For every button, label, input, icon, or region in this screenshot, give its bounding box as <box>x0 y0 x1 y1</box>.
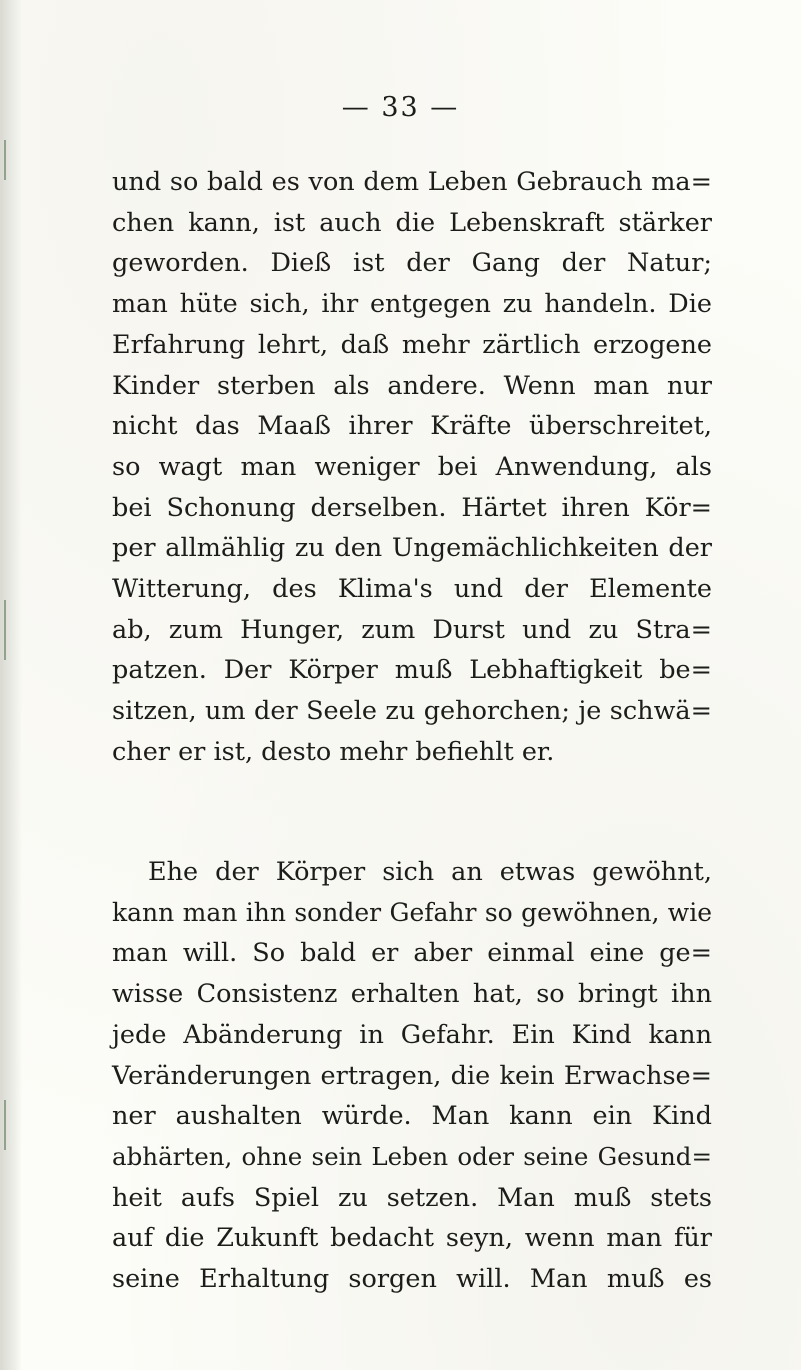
text-line: auf die Zukunft bedacht seyn, wenn man für <box>112 1223 712 1254</box>
gutter-mark <box>4 140 6 180</box>
text-line: Witterung, des Klima's und der Elemente <box>112 574 712 605</box>
text-line: Ehe der Körper sich an etwas gewöhnt, <box>148 857 712 887</box>
text-line: so wagt man weniger bei Anwendung, als <box>112 451 712 482</box>
text-line: seine Erhaltung sorgen will. Man muß es <box>112 1264 712 1295</box>
text-line: jede Abänderung in Gefahr. Ein Kind kann <box>112 1019 712 1050</box>
text-line: sitzen, um der Seele zu gehorchen; je schwä= <box>112 696 712 727</box>
text-line: ner aushalten würde. Man kann ein Kind <box>112 1101 712 1132</box>
text-line: Veränderungen ertragen, die kein Erwachse= <box>112 1060 712 1091</box>
text-line: cher er ist, desto mehr befiehlt er. <box>112 736 555 767</box>
text-line: per allmählig zu den Ungemächlichkeiten der <box>112 533 712 564</box>
text-line: ab, zum Hunger, zum Durst und zu Stra= <box>112 614 712 645</box>
text-line: geworden. Dieß ist der Gang der Natur; <box>112 248 712 279</box>
text-line: heit aufs Spiel zu setzen. Man muß stets <box>112 1182 712 1213</box>
text-line: patzen. Der Körper muß Lebhaftigkeit be= <box>112 655 712 686</box>
text-line: man will. So bald er aber einmal eine ge= <box>112 938 712 969</box>
text-line: Erfahrung lehrt, daß mehr zärtlich erzogene <box>112 329 712 360</box>
text-line: abhärten, ohne sein Leben oder seine Gesund= <box>112 1141 712 1171</box>
gutter-mark <box>4 600 6 660</box>
text-line: Kinder sterben als andere. Wenn man nur <box>112 370 712 401</box>
text-line: nicht das Maaß ihrer Kräfte überschreitet, <box>112 411 712 442</box>
paragraph-1 <box>112 162 712 773</box>
text-line: man hüte sich, ihr entgegen zu handeln. Die <box>112 289 712 320</box>
text-line: kann man ihn sonder Gefahr so gewöhnen, wie <box>112 897 712 927</box>
page-number-header: — 33 — <box>341 92 460 123</box>
text-line: wisse Consistenz erhalten hat, so bringt ihn <box>112 979 712 1010</box>
text-line: und so bald es von dem Leben Gebrauch ma= <box>112 167 712 197</box>
page-gutter <box>0 0 22 1370</box>
text-line: chen kann, ist auch die Lebenskraft stärker <box>112 207 712 238</box>
gutter-mark <box>4 1100 6 1150</box>
text-line: bei Schonung derselben. Härtet ihren Kör= <box>112 492 712 523</box>
paragraph-2 <box>112 852 712 1300</box>
